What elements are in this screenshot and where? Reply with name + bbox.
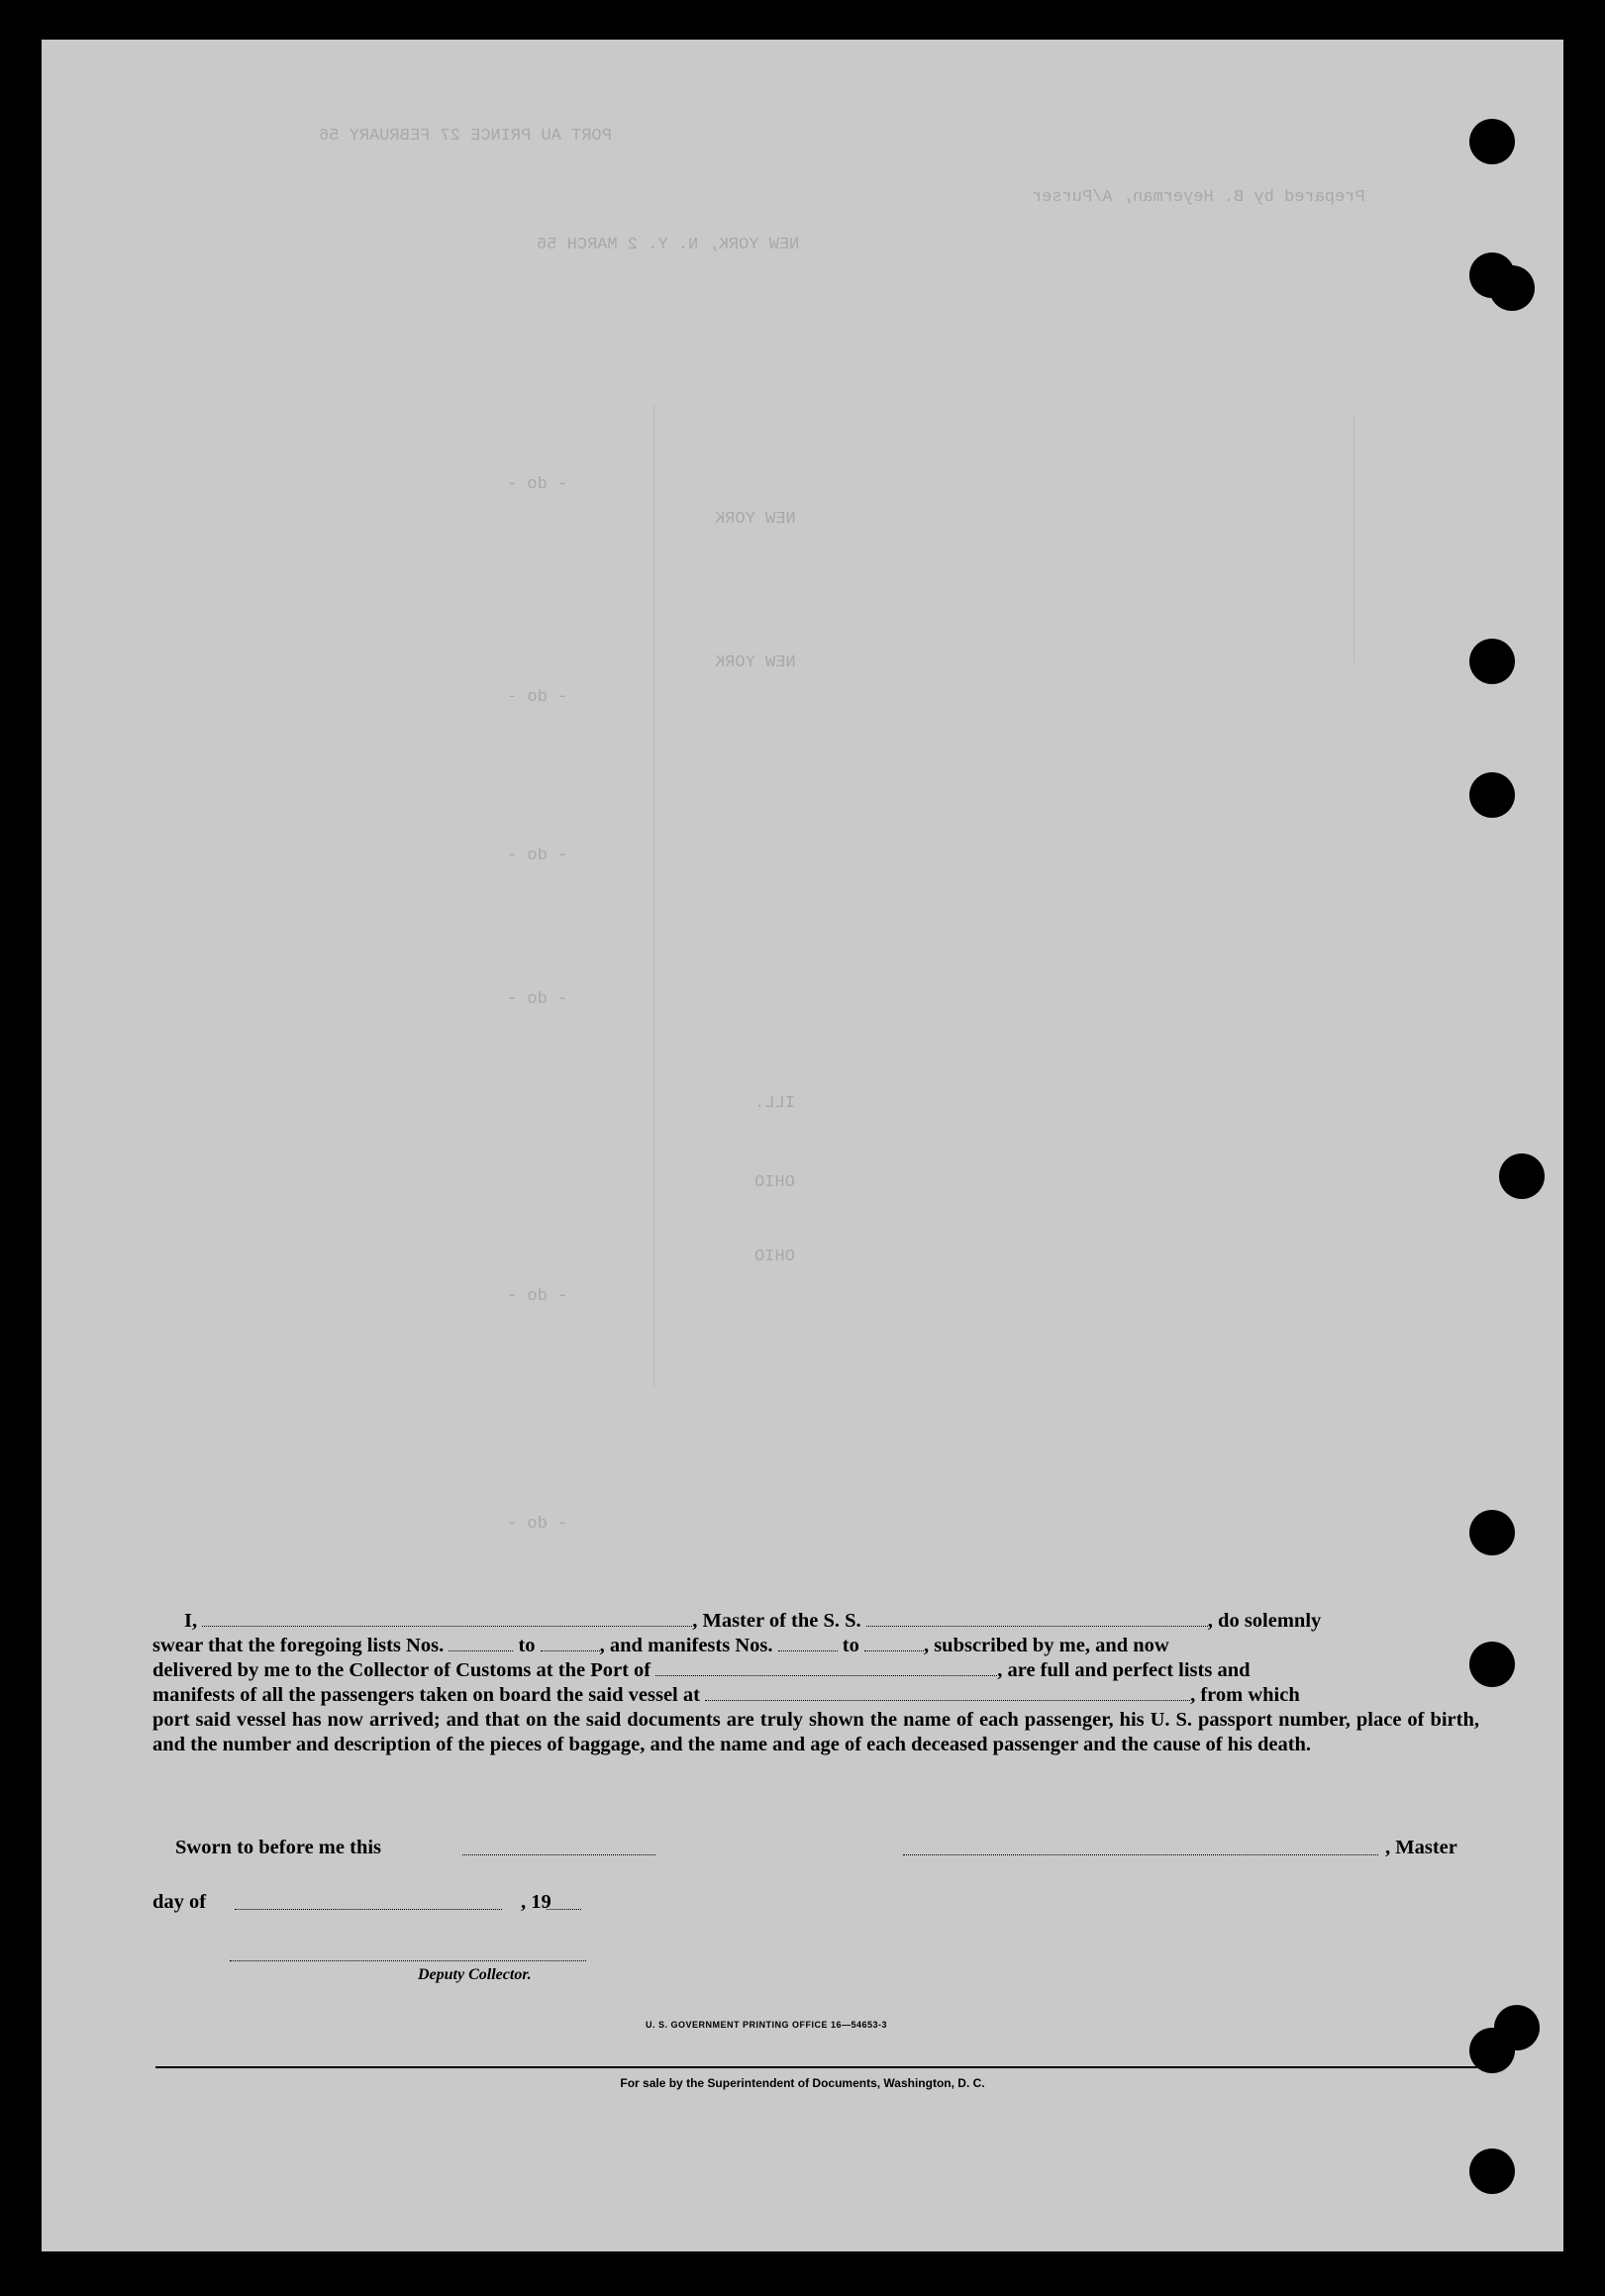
master-label: , Master bbox=[1385, 1837, 1457, 1858]
bleed-through-text: - do - bbox=[507, 1515, 568, 1534]
departure-port-blank bbox=[705, 1686, 1190, 1701]
port-blank bbox=[655, 1661, 997, 1676]
bleed-through-text: - do - bbox=[507, 847, 568, 865]
printing-office-imprint: U. S. GOVERNMENT PRINTING OFFICE 16—54653-3 bbox=[646, 2020, 888, 2030]
manifest-to-blank bbox=[864, 1637, 924, 1651]
manifest-from-blank bbox=[778, 1637, 838, 1651]
month-blank bbox=[235, 1909, 502, 1910]
list-from-blank bbox=[449, 1637, 513, 1651]
bleed-through-text: OHIO bbox=[754, 1248, 795, 1266]
bleed-through-text: NEW YORK bbox=[715, 653, 796, 672]
bleed-through-text: ILL. bbox=[754, 1094, 795, 1113]
manifest-page bbox=[42, 40, 1563, 2251]
oath-text: to bbox=[842, 1635, 859, 1656]
oath-text: , do solemnly bbox=[1207, 1610, 1322, 1632]
punch-hole bbox=[1489, 265, 1535, 311]
bleed-through-rule bbox=[653, 406, 654, 1386]
master-oath bbox=[152, 1609, 1479, 1757]
sworn-date-blank bbox=[462, 1854, 655, 1855]
oath-text: manifests of all the passengers taken on board the said vessel at bbox=[152, 1684, 700, 1706]
bleed-through-text: - do - bbox=[507, 688, 568, 707]
oath-text: , and manifests Nos. bbox=[599, 1635, 773, 1656]
for-sale-notice: For sale by the Superintendent of Documents, Washington, D. C. bbox=[620, 2076, 985, 2090]
bleed-through-text: - do - bbox=[507, 475, 568, 494]
punch-hole bbox=[1469, 2148, 1515, 2194]
oath-text: swear that the foregoing lists Nos. bbox=[152, 1635, 445, 1656]
bleed-through-text: Prepared by B. Heyerman, A/Purser bbox=[1032, 188, 1365, 207]
punch-hole bbox=[1499, 1153, 1545, 1199]
day-of-label: day of bbox=[152, 1891, 207, 1913]
oath-text: , subscribed by me, and now bbox=[923, 1635, 1169, 1656]
bleed-through-text: NEW YORK bbox=[715, 510, 796, 529]
punch-hole bbox=[1469, 639, 1515, 684]
vessel-name-blank bbox=[866, 1612, 1208, 1627]
punch-hole bbox=[1469, 772, 1515, 818]
oath-text: I, bbox=[184, 1610, 198, 1632]
punch-hole bbox=[1469, 1510, 1515, 1555]
year-blank bbox=[547, 1909, 581, 1910]
oath-text: port said vessel has now arrived; and that on the said documents are truly shown the name of each passenger, his U. S. passport number, place of birth, and the number and description of the pieces of baggage, and the name and age of each deceased passenger and the cause of his death. bbox=[152, 1709, 1479, 1755]
sworn-label: Sworn to before me this bbox=[175, 1837, 382, 1858]
oath-text: , from which bbox=[1190, 1684, 1300, 1706]
year-prefix: , 19 bbox=[521, 1891, 552, 1913]
oath-text: to bbox=[518, 1635, 536, 1656]
oath-text: , are full and perfect lists and bbox=[997, 1659, 1251, 1681]
deputy-collector-label: Deputy Collector. bbox=[418, 1966, 532, 1983]
list-to-blank bbox=[541, 1637, 600, 1651]
punch-hole bbox=[1469, 119, 1515, 164]
master-signature-blank bbox=[903, 1854, 1378, 1855]
bleed-through-text: NEW YORK, N. Y. 2 MARCH 56 bbox=[537, 236, 800, 254]
bleed-through-text: OHIO bbox=[754, 1173, 795, 1192]
footer-rule bbox=[155, 2066, 1477, 2068]
bleed-through-text: - do - bbox=[507, 990, 568, 1009]
punch-hole bbox=[1494, 2005, 1540, 2050]
bleed-through-text: - do - bbox=[507, 1287, 568, 1306]
master-name-blank bbox=[202, 1612, 692, 1627]
oath-text: , Master of the S. S. bbox=[692, 1610, 861, 1632]
deputy-signature-blank bbox=[230, 1960, 586, 1961]
bleed-through-text: PORT AU PRINCE 27 FEBRUARY 56 bbox=[319, 127, 612, 146]
oath-text: delivered by me to the Collector of Customs at the Port of bbox=[152, 1659, 652, 1681]
